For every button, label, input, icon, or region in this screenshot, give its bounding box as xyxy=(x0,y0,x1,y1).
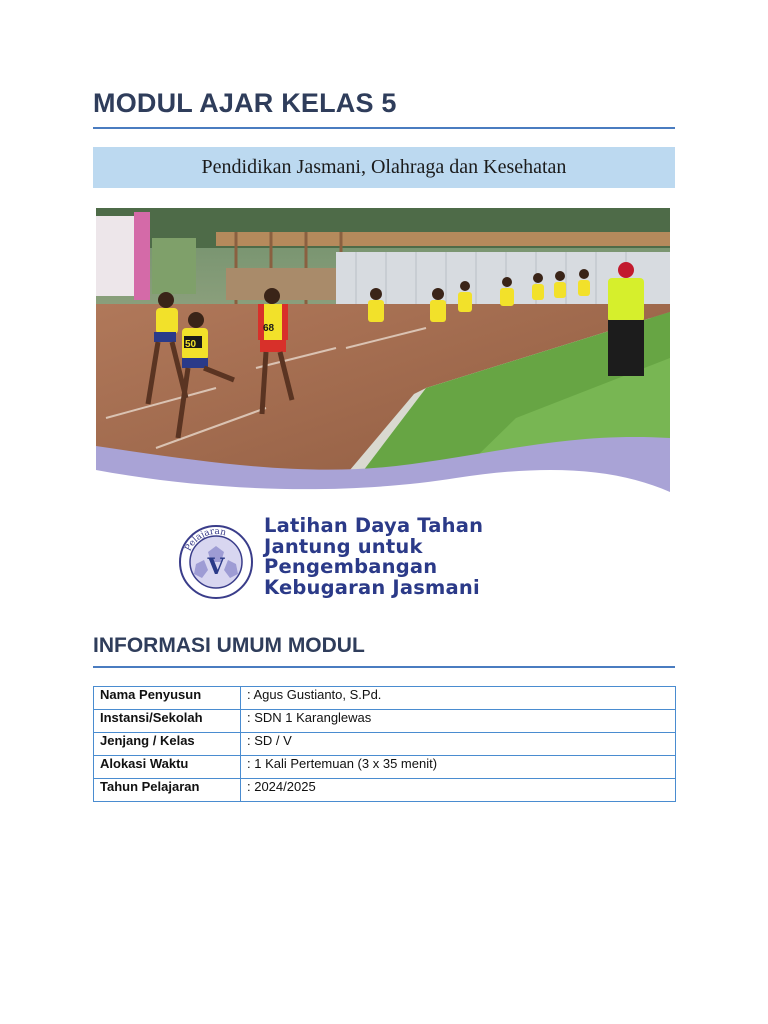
info-value: : SDN 1 Karanglewas xyxy=(241,710,676,733)
document-title: MODUL AJAR KELAS 5 xyxy=(93,88,397,118)
topic-line: Kebugaran Jasmani xyxy=(264,575,480,599)
topic-line: Jantung untuk xyxy=(264,534,423,558)
logo-letter: V xyxy=(207,554,225,580)
module-topic-block xyxy=(178,516,578,606)
bib-number-1: 50 xyxy=(185,339,197,350)
topic-line: Pengembangan xyxy=(264,555,438,578)
module-info-table xyxy=(93,686,676,802)
table-row xyxy=(94,687,676,710)
info-value: : SD / V xyxy=(241,733,676,756)
subject-banner xyxy=(93,147,675,188)
info-label: Tahun Pelajaran xyxy=(94,779,241,802)
title-divider xyxy=(93,127,675,129)
topic-line: Latihan Daya Tahan xyxy=(264,514,484,537)
logo-ring-text: Pelajaran xyxy=(183,526,228,554)
subject-text: Pendidikan Jasmani, Olahraga dan Kesehatan xyxy=(201,156,567,178)
info-value: : 1 Kali Pertemuan (3 x 35 menit) xyxy=(241,756,676,779)
topic-title xyxy=(264,516,483,598)
cover-photo xyxy=(96,208,670,496)
section-divider xyxy=(93,666,675,668)
info-label: Nama Penyusun xyxy=(94,687,241,710)
info-label: Alokasi Waktu xyxy=(94,756,241,779)
info-label: Instansi/Sekolah xyxy=(94,710,241,733)
section-heading: INFORMASI UMUM MODUL xyxy=(93,634,365,657)
table-row xyxy=(94,710,676,733)
soccer-ball-logo-icon xyxy=(178,524,254,600)
info-label: Jenjang / Kelas xyxy=(94,733,241,756)
table-row xyxy=(94,779,676,802)
table-row xyxy=(94,733,676,756)
bib-number-2: 68 xyxy=(263,323,275,334)
info-value: : Agus Gustianto, S.Pd. xyxy=(241,687,676,710)
info-value: : 2024/2025 xyxy=(241,779,676,802)
table-row xyxy=(94,756,676,779)
